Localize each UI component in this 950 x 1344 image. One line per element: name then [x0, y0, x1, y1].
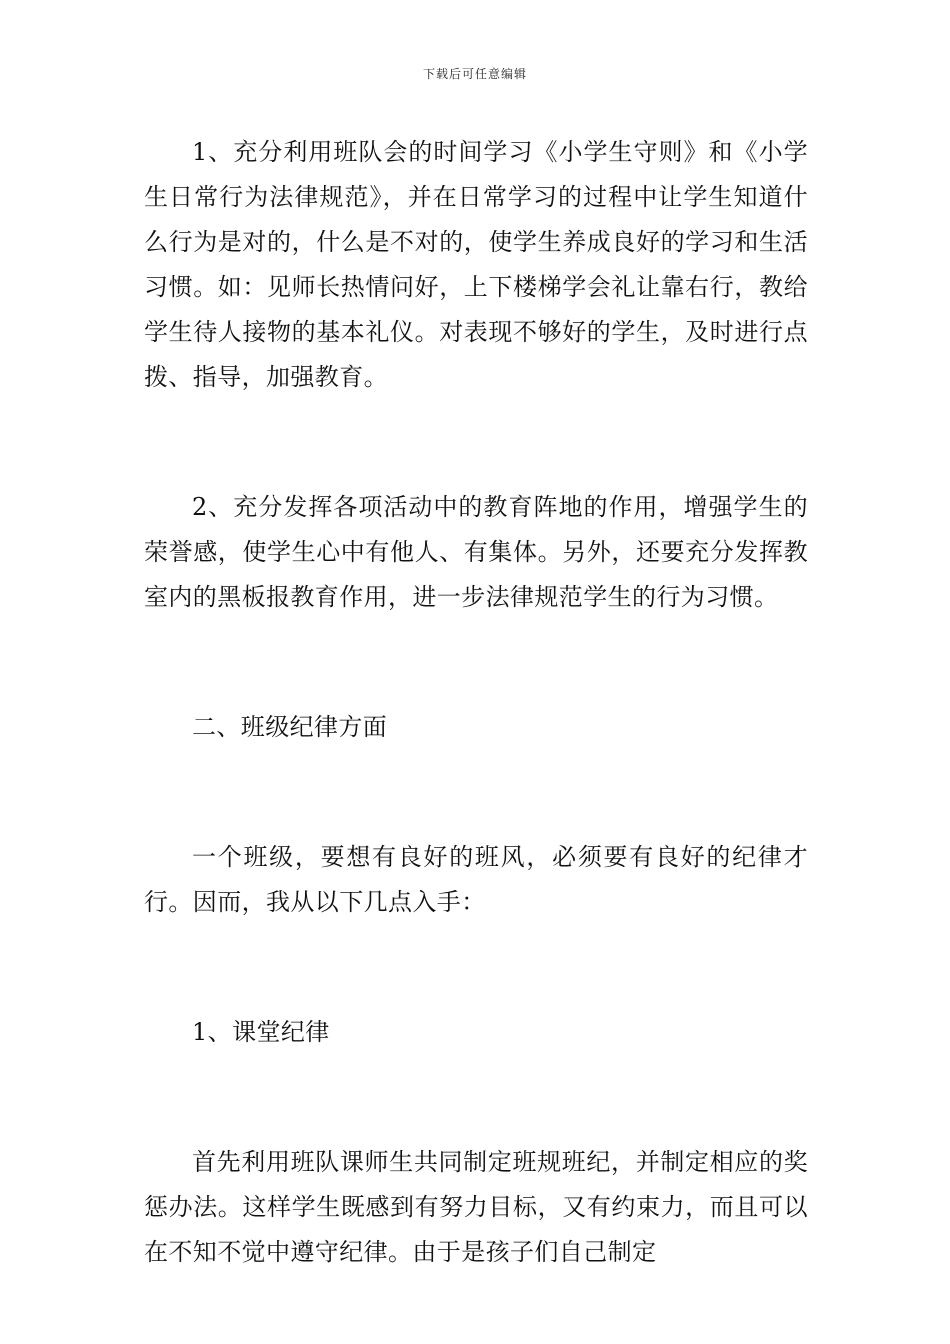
page-header-note: 下载后可任意编辑 — [422, 67, 527, 81]
paragraph-gap — [144, 620, 808, 705]
paragraph-gap — [144, 1055, 808, 1140]
document-body — [144, 130, 808, 1275]
paragraph-gap — [144, 400, 808, 485]
paragraph-gap — [144, 750, 808, 835]
section-heading-discipline: 二、班级纪律方面 — [192, 713, 388, 741]
paragraph-class-rules: 首先利用班队课师生共同制定班规班纪，并制定相应的奖惩办法。这样学生既感到有努力目标，又有约束力，而且可以在不知不觉中遵守纪律。由于是孩子们自己制定 — [144, 1148, 808, 1266]
paragraph-activity-education: 2、充分发挥各项活动中的教育阵地的作用，增强学生的荣誉感，使学生心中有他人、有集体。另外，还要充分发挥教室内的黑板报教育作用，进一步法律规范学生的行为习惯。 — [144, 493, 808, 611]
paragraph-gap — [144, 925, 808, 1010]
subheading-classroom-discipline: 1、课堂纪律 — [192, 1018, 330, 1046]
paragraph-discipline-intro: 一个班级，要想有良好的班风，必须要有良好的纪律才行。因而，我从以下几点入手： — [144, 843, 808, 916]
paragraph-behavior-rules: 1、充分利用班队会的时间学习《小学生守则》和《小学生日常行为法律规范》，并在日常学习的过程中让学生知道什么行为是对的，什么是不对的，使学生养成良好的学习和生活习惯。如：见师长热情问好，上下楼梯学会礼让靠右行，教给学生待人接物的基本礼仪。对表现不够好的学生，及时进行点拨、指导，加强教育。 — [144, 138, 808, 391]
